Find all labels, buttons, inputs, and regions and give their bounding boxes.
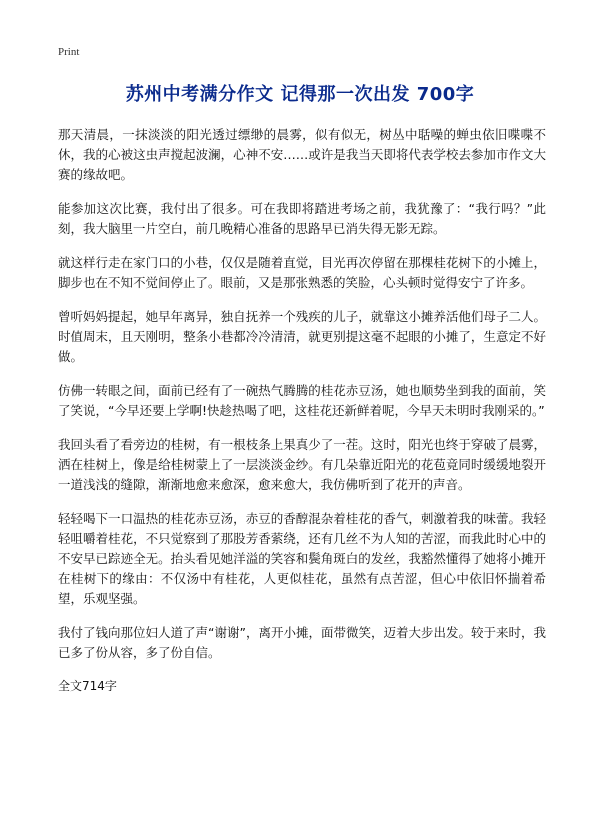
article-title: 苏州中考满分作文 记得那一次出发 700字 [125, 84, 475, 105]
paragraph-1: 那天清晨，一抹淡淡的阳光透过缥缈的晨雾，似有似无，树丛中聒噪的蝉虫依旧喋喋不休，我的心被这虫声搅起波澜，心神不安……或许是我当天即将代表学校去参加市作文大赛的缘故吧。 [58, 127, 546, 182]
paragraph-5: 仿佛一转眼之间，面前已经有了一碗热气腾腾的桂花赤豆汤，她也顺势坐到我的面前，笑了笑说，“今早还要上学啊!快趁热喝了吧，这桂花还新鲜着呢，今早天未明时我刚采的。” [58, 383, 546, 418]
print-label[interactable]: Print [58, 46, 80, 58]
paragraph-7: 轻轻喝下一口温热的桂花赤豆汤，赤豆的香醇混杂着桂花的香气，刺激着我的味蕾。我轻轻咀嚼着桂花，不只觉察到了那股芳香萦绕，还有几丝不为人知的苦涩，而我此时心中的不安早已踪迹全无。抬头看见她洋溢的笑容和鬓角斑白的发丝，我豁然懂得了她将小摊开在桂树下的缘由：不仅汤中有桂花，人更似桂花，虽然有点苦涩，但心中依旧怀揣着希望，乐观坚强。 [58, 511, 546, 606]
paragraph-6: 我回头看了看旁边的桂树，有一根枝条上果真少了一茬。这时，阳光也终于穿破了晨雾，洒在桂树上，像是给桂树蒙上了一层淡淡金纱。有几朵靠近阳光的花苞竟同时缓缓地裂开一道浅浅的缝隙，渐渐地愈来愈深，愈来愈大，我仿佛听到了花开的声音。 [58, 437, 546, 492]
article-body [58, 125, 546, 694]
paragraph-4: 曾听妈妈提起，她早年离异，独自抚养一个残疾的儿子，就靠这小摊养活他们母子二人。时值周末，且天刚明，整条小巷都冷冷清清，就更别提这毫不起眼的小摊了，生意定不好做。 [58, 309, 546, 364]
paragraph-8: 我付了钱向那位妇人道了声“谢谢”，离开小摊，面带微笑，迈着大步出发。较于来时，我已多了份从容，多了份自信。 [58, 625, 546, 660]
word-count: 全文714字 [58, 679, 117, 693]
paragraph-3: 就这样行走在家门口的小巷，仅仅是随着直觉，目光再次停留在那棵桂花树下的小摊上，脚步也在不知不觉间停止了。眼前，又是那张熟悉的笑脸，心头顿时觉得安宁了许多。 [58, 255, 546, 290]
paragraph-2: 能参加这次比赛，我付出了很多。可在我即将踏进考场之前，我犹豫了：“我行吗？”此刻，我大脑里一片空白，前几晚精心准备的思路早已消失得无影无踪。 [58, 201, 546, 236]
